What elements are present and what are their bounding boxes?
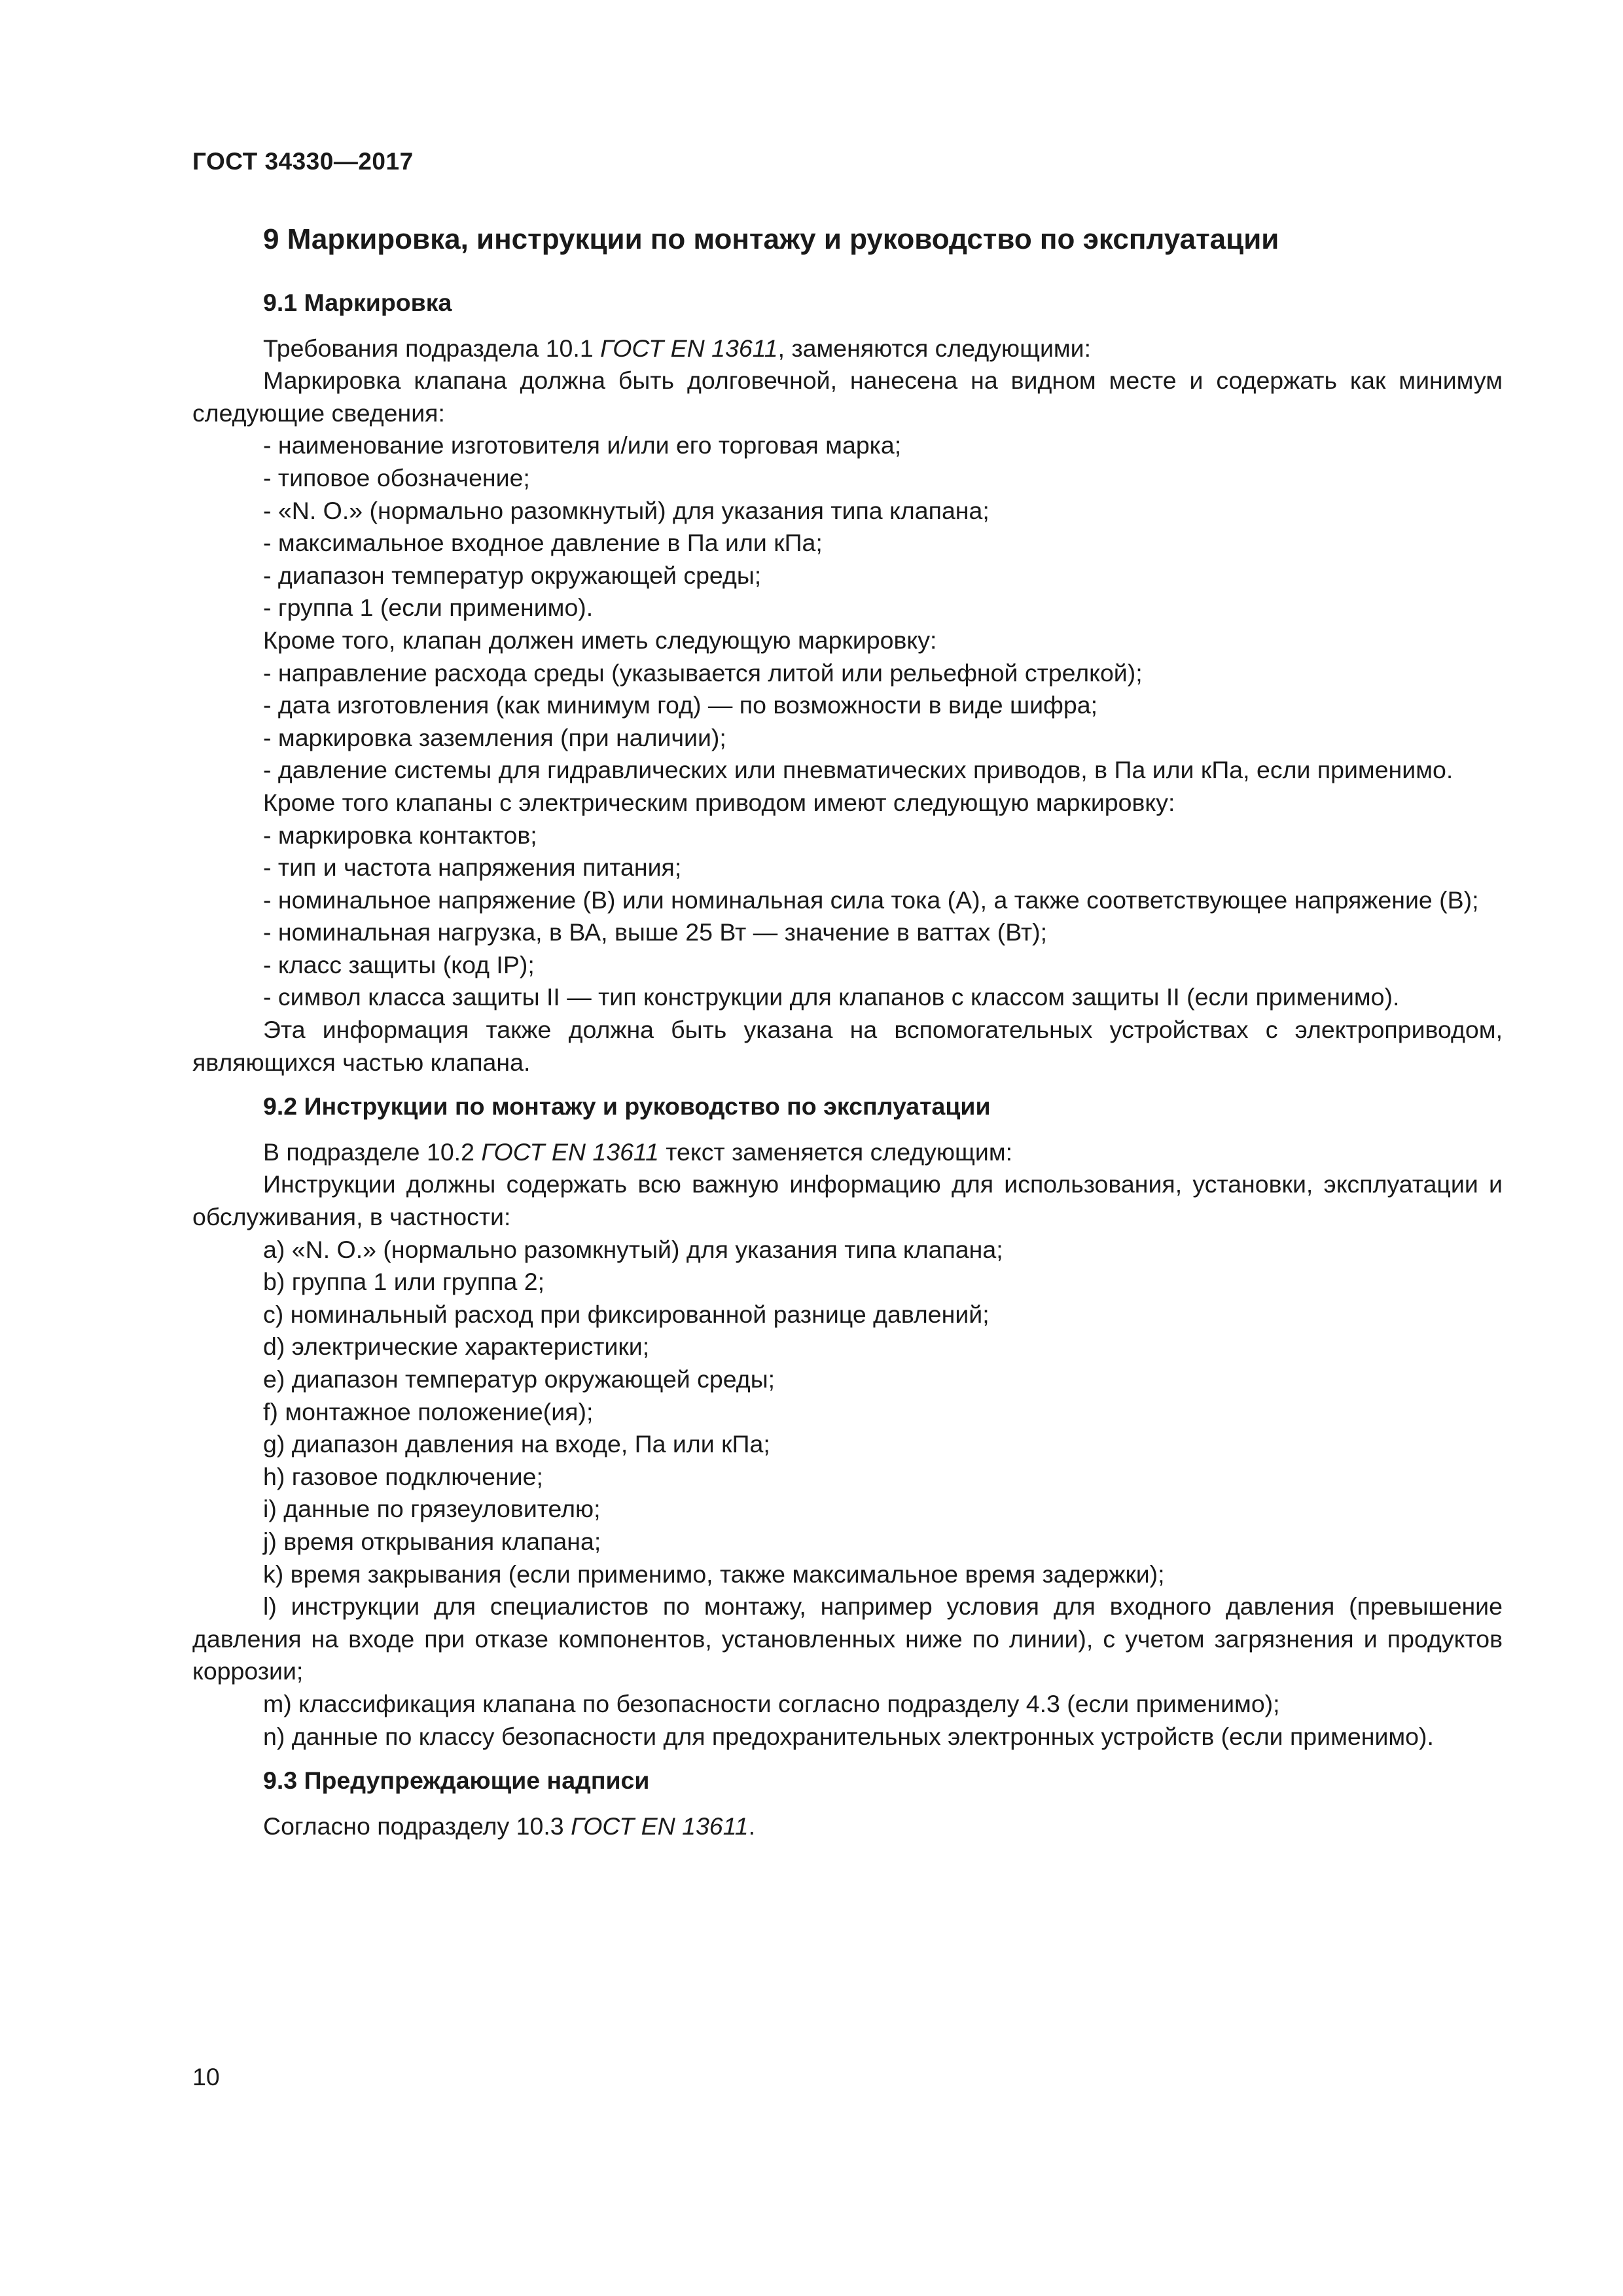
document-body — [192, 221, 1503, 1842]
page-number: 10 — [192, 2063, 220, 2090]
list-item: f) монтажное положение(ия); — [263, 1397, 594, 1426]
paragraph: Кроме того клапаны с электрическим приводом имеют следующую маркировку: — [263, 788, 1175, 816]
list-item: - максимальное входное давление в Па или кПа; — [263, 529, 823, 557]
list-item: - маркировка заземления (при наличии); — [263, 723, 726, 751]
list-item: i) данные по грязеуловителю; — [263, 1495, 601, 1523]
list-item: m) классификация клапана по безопасности согласно подразделу 4.3 (если применимо); — [263, 1689, 1280, 1717]
list-item: j) время открывания клапана; — [263, 1527, 601, 1555]
list-item: - дата изготовления (как минимум год) — по возможности в виде шифра; — [263, 691, 1098, 719]
list-item: - номинальная нагрузка, в ВА, выше 25 Вт — значение в ваттах (Вт); — [263, 918, 1048, 946]
list-item: d) электрические характеристики; — [263, 1333, 650, 1361]
list-item: g) диапазон давления на входе, Па или кПа; — [263, 1430, 770, 1458]
list-item: - символ класса защиты II — тип конструкции для клапанов с классом защиты II (если применимо). — [263, 983, 1400, 1011]
intro-text: В подразделе 10.2 — [263, 1138, 482, 1166]
section-title: 9 Маркировка, инструкции по монтажу и руководство по эксплуатации — [263, 223, 1279, 255]
list-item: - класс защиты (код IP); — [263, 950, 535, 978]
paragraph: Инструкции должны содержать всю важную информацию для использования, установки, эксплуатации и обслуживания, в частности: — [192, 1170, 1503, 1231]
list-item: k) время закрывания (если применимо, также максимальное время задержки); — [263, 1560, 1165, 1588]
subsection-title-9-3: 9.3 Предупреждающие надписи — [263, 1767, 650, 1795]
list-item: l) инструкции для специалистов по монтажу, например условия для входного давления (превышение давления на входе при отказе компонентов, установленных ниже по линии), с учетом загрязнения и продуктов коррозии; — [192, 1592, 1503, 1685]
list-item: - наименование изготовителя и/или его торговая марка; — [263, 431, 902, 459]
list-item: - «N. O.» (нормально разомкнутый) для указания типа клапана; — [263, 496, 990, 524]
list-item: c) номинальный расход при фиксированной разнице давлений; — [263, 1300, 990, 1328]
list-item: h) газовое подключение; — [263, 1462, 543, 1490]
paragraph-intro-9-1 — [192, 332, 1503, 365]
list-item: - типовое обозначение; — [263, 463, 530, 492]
subsection-title-9-1: 9.1 Маркировка — [263, 289, 452, 316]
intro-text-end: , заменяются следующими: — [777, 334, 1092, 362]
list-item: - номинальное напряжение (В) или номинальная сила тока (А), а также соответствующее напряжение (В); — [263, 886, 1479, 914]
list-item: - давление системы для гидравлических или пневматических приводов, в Па или кПа, если применимо. — [263, 756, 1454, 784]
standard-reference: ГОСТ EN 13611 — [600, 334, 778, 362]
list-item: e) диапазон температур окружающей среды; — [263, 1365, 776, 1393]
paragraph: Кроме того, клапан должен иметь следующую маркировку: — [263, 626, 937, 654]
list-item: - тип и частота напряжения питания; — [263, 853, 682, 882]
list-item: a) «N. O.» (нормально разомкнутый) для указания типа клапана; — [263, 1235, 1003, 1263]
list-item: b) группа 1 или группа 2; — [263, 1268, 545, 1296]
list-item: n) данные по классу безопасности для предохранительных электронных устройств (если применимо). — [263, 1722, 1434, 1750]
list-item: - маркировка контактов; — [263, 821, 537, 849]
list-item: - диапазон температур окружающей среды; — [263, 561, 762, 589]
paragraph-intro-9-2 — [192, 1136, 1503, 1169]
intro-text-end: текст заменяется следующим: — [658, 1138, 1013, 1166]
warning-text: Согласно подразделу 10.3 — [263, 1812, 571, 1840]
paragraph: Маркировка клапана должна быть долговечной, нанесена на видном месте и содержать как минимум следующие сведения: — [192, 367, 1503, 427]
intro-text: Требования подраздела 10.1 — [263, 334, 601, 362]
paragraph-9-3 — [192, 1810, 1503, 1843]
warning-text-end: . — [748, 1812, 756, 1840]
standard-reference: ГОСТ EN 13611 — [481, 1138, 659, 1166]
list-item: - направление расхода среды (указывается литой или рельефной стрелкой); — [263, 658, 1143, 687]
list-item: - группа 1 (если применимо). — [263, 594, 594, 622]
paragraph: Эта информация также должна быть указана на вспомогательных устройствах с электроприводом, являющихся частью клапана. — [192, 1016, 1503, 1076]
subsection-title-9-2: 9.2 Инструкции по монтажу и руководство по эксплуатации — [263, 1092, 991, 1121]
document-code: ГОСТ 34330—2017 — [192, 148, 414, 175]
standard-reference: ГОСТ EN 13611 — [571, 1812, 749, 1840]
